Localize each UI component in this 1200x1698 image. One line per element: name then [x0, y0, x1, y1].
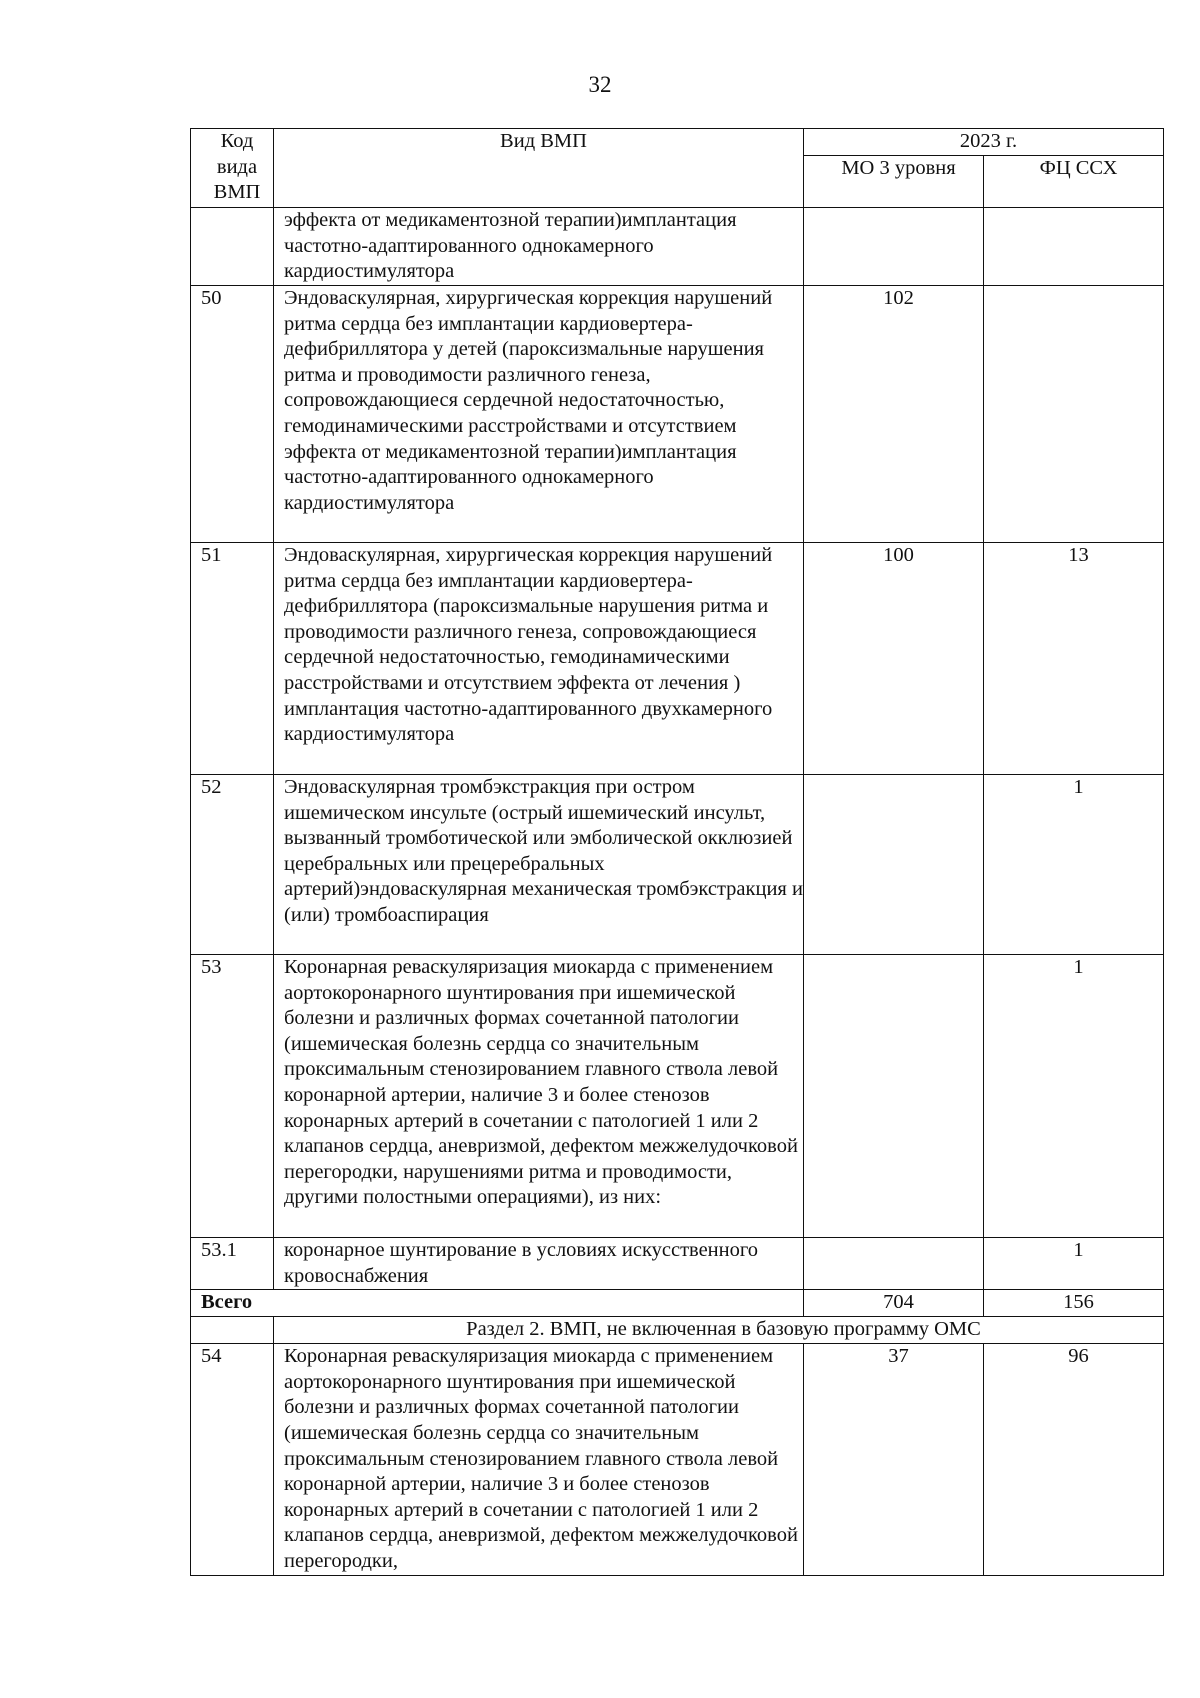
text-cell: Эндоваскулярная тромбэкстракция при остром ишемическом инсульте (острый ишемический инсульт, вызванный тромботической или эмболической окклюзией церебральных или прецеребральных артерий)эндоваскулярная механическая тромбэкстракция и (или) тромбоаспирация	[274, 775, 804, 955]
table-row	[191, 1238, 1164, 1290]
text-cell: Коронарная реваскуляризация миокарда с применением аортокоронарного шунтирования при ишемической болезни и различных формах сочетанной патологии (ишемическая болезнь сердца со значительным проксимальным стенозированием главного ствола левой коронарной артерии, наличие 3 и более стенозов коронарных артерий в сочетании с патологией 1 или 2 клапанов сердца, аневризмой, дефектом межжелудочковой перегородки, нарушениями ритма и проводимости, другими полостными операциями), из них:	[274, 955, 804, 1238]
table-row	[191, 955, 1164, 1238]
mo-cell: 100	[804, 543, 984, 775]
header-row	[191, 129, 1164, 156]
header-year-cell: 2023 г.	[804, 129, 1164, 156]
header-type-cell: Вид ВМП	[274, 129, 804, 208]
total-fc: 156	[984, 1290, 1164, 1317]
mo-cell	[804, 775, 984, 955]
mo-cell	[804, 1238, 984, 1290]
text-cell: Эндоваскулярная, хирургическая коррекция нарушений ритма сердца без имплантации кардиовертера-дефибриллятора у детей (пароксизмальные нарушения ритма и проводимости различного генеза, сопровождающиеся сердечной недостаточностью, гемодинамическими расстройствами и отсутствием эффекта от медикаментозной терапии)имплантация частотно-адаптированного однокамерного кардиостимулятора	[274, 286, 804, 543]
fc-cell: 1	[984, 955, 1164, 1238]
table-row	[191, 208, 1164, 286]
fc-cell: 96	[984, 1344, 1164, 1576]
page-number: 32	[588, 72, 612, 97]
total-mo: 704	[804, 1290, 984, 1317]
header-fc-cell: ФЦ ССХ	[984, 156, 1164, 208]
code-cell: 50	[191, 286, 274, 543]
text-cell: Коронарная реваскуляризация миокарда с применением аортокоронарного шунтирования при ишемической болезни и различных формах сочетанной патологии (ишемическая болезнь сердца со значительным проксимальным стенозированием главного ствола левой коронарной артерии, наличие 3 и более стенозов коронарных артерий в сочетании с патологией 1 или 2 клапанов сердца, аневризмой, дефектом межжелудочковой перегородки,	[274, 1344, 804, 1576]
section-title: Раздел 2. ВМП, не включенная в базовую программу ОМС	[274, 1317, 1164, 1344]
total-row	[191, 1290, 1164, 1317]
table-row	[191, 543, 1164, 775]
mo-cell: 37	[804, 1344, 984, 1576]
fc-cell: 1	[984, 775, 1164, 955]
vmp-table	[190, 128, 1164, 1576]
table-row	[191, 286, 1164, 543]
header-mo-cell: МО 3 уровня	[804, 156, 984, 208]
text-cell: коронарное шунтирование в условиях искусственного кровоснабжения	[274, 1238, 804, 1290]
total-label: Всего	[191, 1290, 804, 1317]
header-code-cell: Код вида ВМП	[191, 129, 274, 208]
text-cell: Эндоваскулярная, хирургическая коррекция нарушений ритма сердца без имплантации кардиовертера-дефибриллятора (пароксизмальные нарушения ритма и проводимости различного генеза, сопровождающиеся сердечной недостаточностью, гемодинамическими расстройствами и отсутствием эффекта от лечения ) имплантация частотно-адаптированного двухкамерного кардиостимулятора	[274, 543, 804, 775]
fc-cell: 13	[984, 543, 1164, 775]
table-row	[191, 1344, 1164, 1576]
mo-cell	[804, 955, 984, 1238]
mo-cell: 102	[804, 286, 984, 543]
mo-cell	[804, 208, 984, 286]
code-cell: 52	[191, 775, 274, 955]
fc-cell	[984, 286, 1164, 543]
section-code-cell	[191, 1317, 274, 1344]
code-cell: 53.1	[191, 1238, 274, 1290]
section-row	[191, 1317, 1164, 1344]
text-cell: эффекта от медикаментозной терапии)имплантация частотно-адаптированного однокамерного кардиостимулятора	[274, 208, 804, 286]
table-row	[191, 775, 1164, 955]
fc-cell	[984, 208, 1164, 286]
code-cell	[191, 208, 274, 286]
code-cell: 53	[191, 955, 274, 1238]
code-cell: 54	[191, 1344, 274, 1576]
code-cell: 51	[191, 543, 274, 775]
fc-cell: 1	[984, 1238, 1164, 1290]
